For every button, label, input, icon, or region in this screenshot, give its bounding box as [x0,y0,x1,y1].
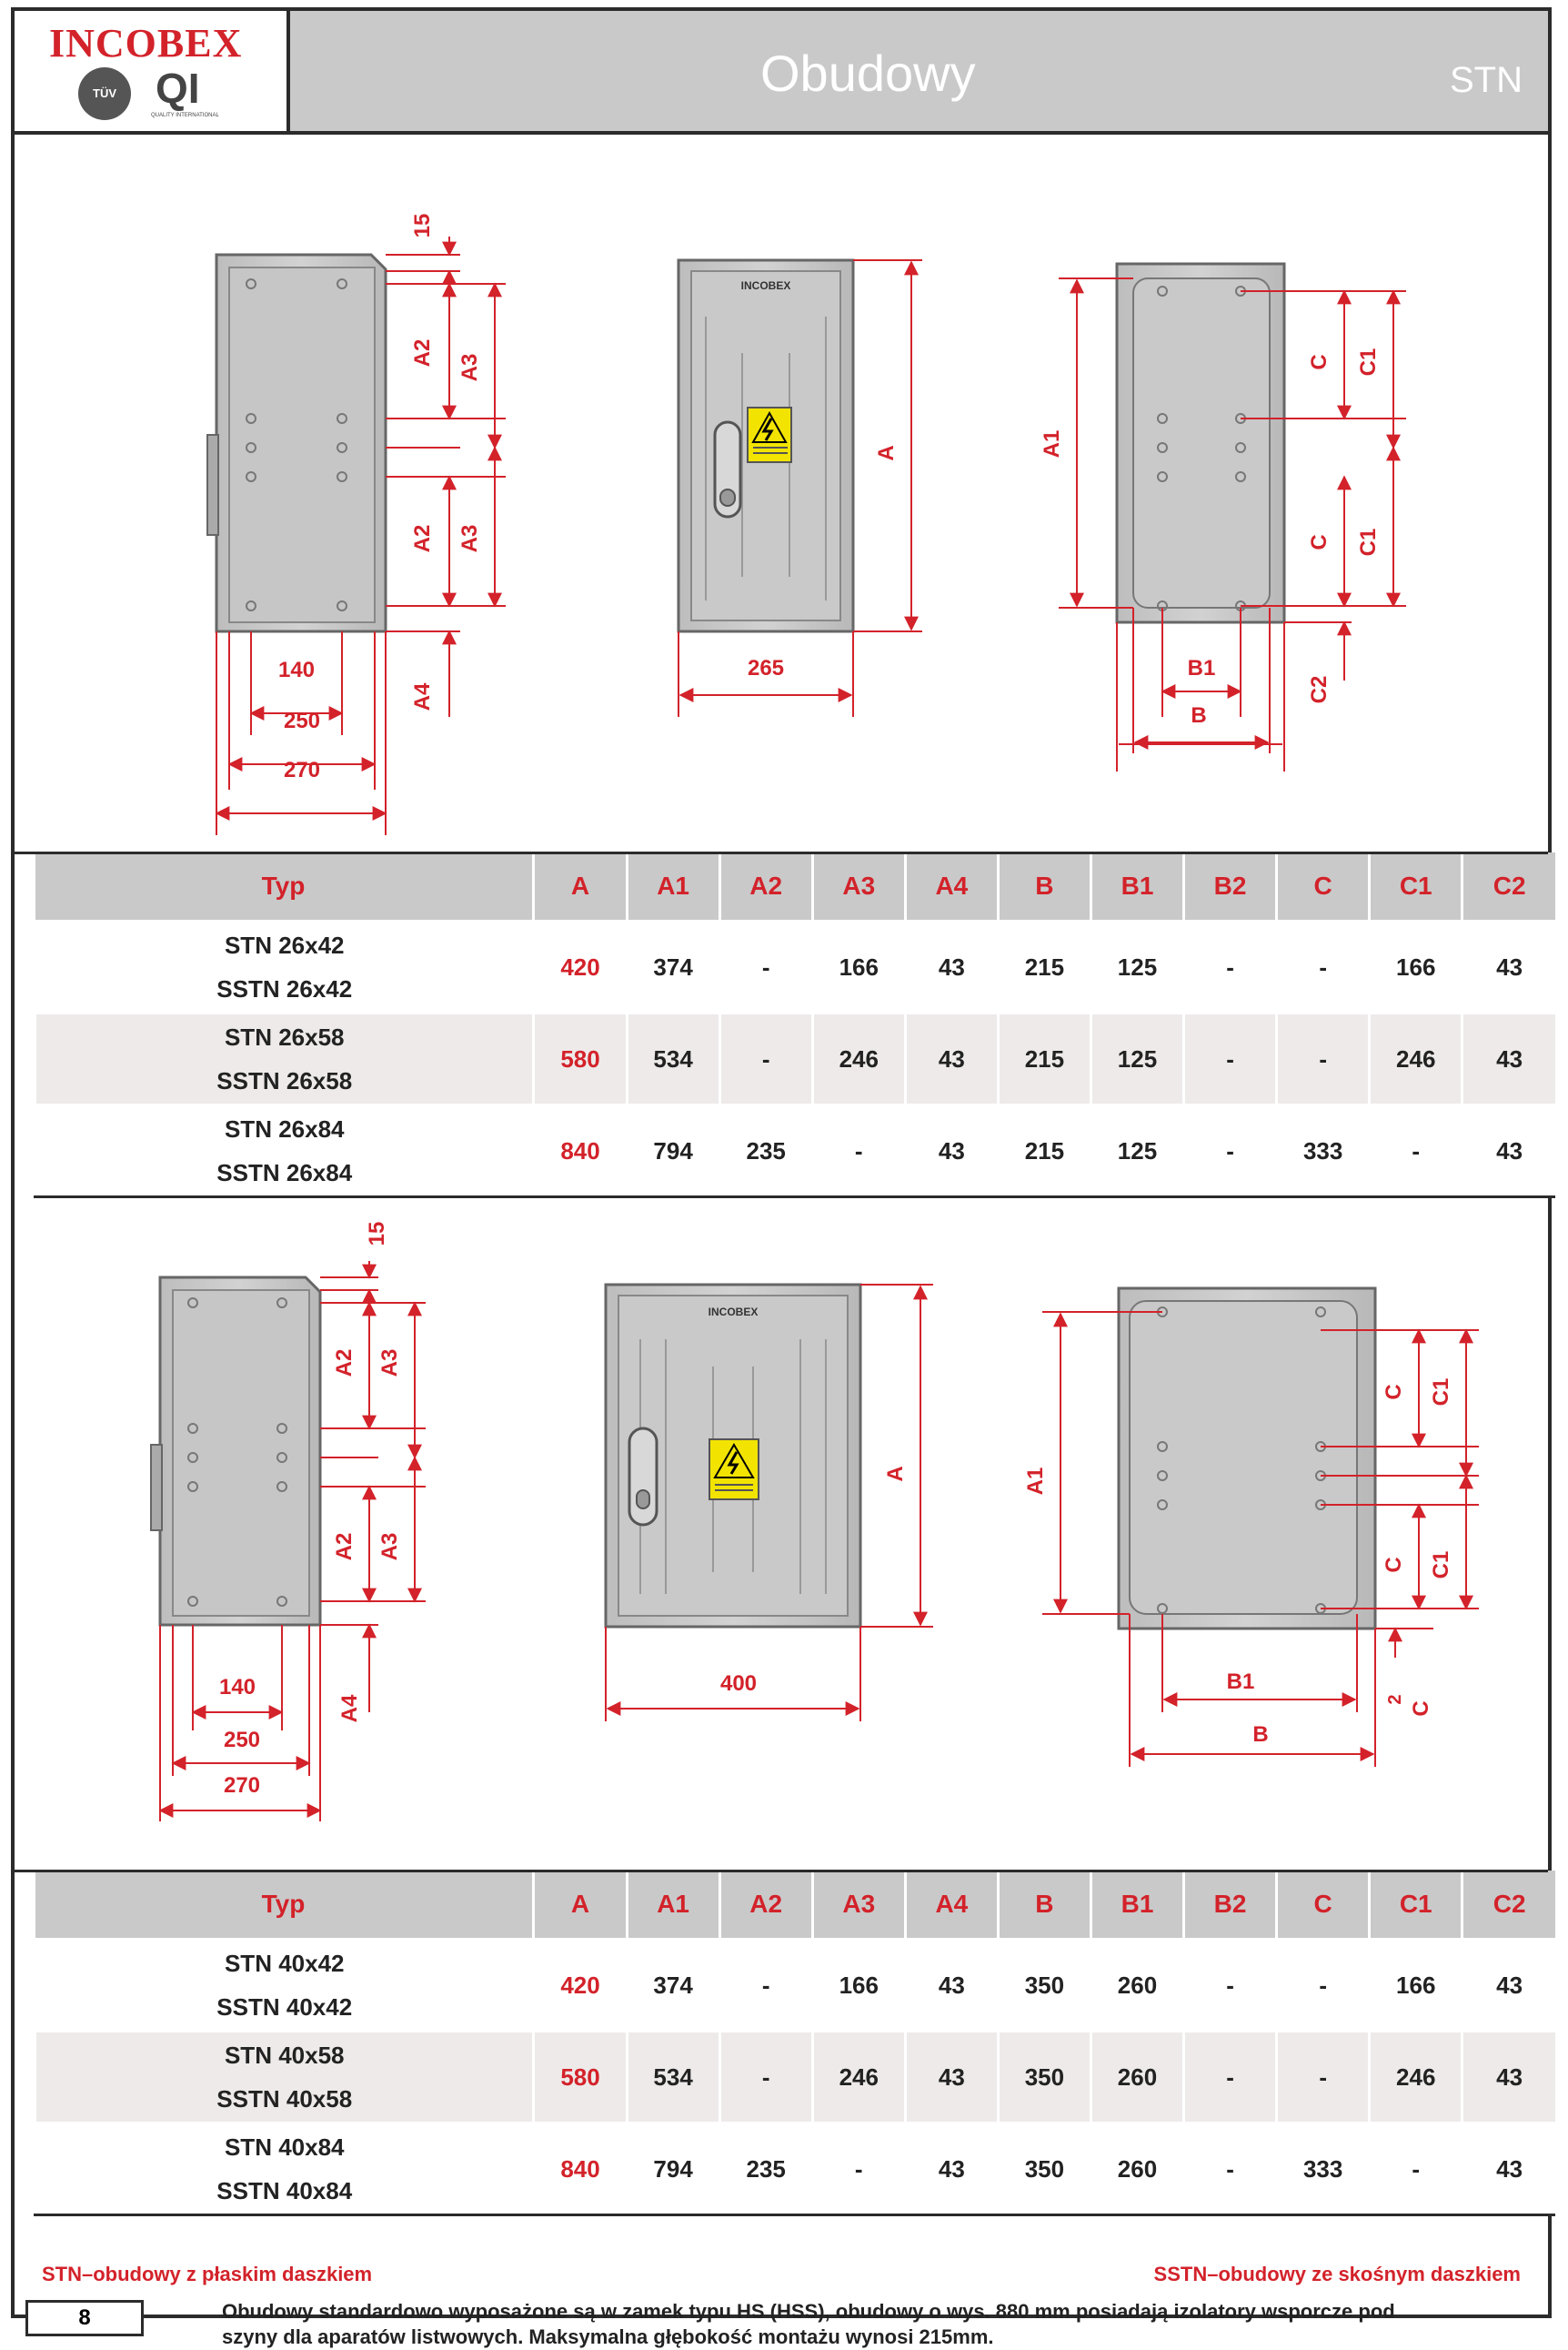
cell-a4: 43 [905,2123,998,2215]
cell-c: - [1277,1014,1370,1105]
dim-270-2: 270 [223,1773,261,1798]
technical-drawing-2 [15,1185,1548,1871]
cell-b1: 260 [1091,2032,1183,2123]
dim-15: 15 [410,213,435,238]
dim-c2-sub: 2 [1385,1694,1405,1705]
dim-140-2: 140 [218,1675,256,1699]
dim-c-bottom: C [1307,534,1332,550]
dim-a: A [874,445,899,461]
cell-b1: 260 [1091,1940,1183,2032]
cell-a: 580 [534,1014,627,1105]
front-view [678,260,922,717]
table-header-row [35,1871,1556,1940]
qi-logo: QI [156,65,200,112]
footer-line-2: szyny dla aparatów listwowych. Maksymalna głębokość montażu wynosi 215mm. [222,2325,994,2348]
col-a1: A1 [627,1871,719,1940]
type-stn: STN 40x84 [224,2133,345,2161]
col-c1: C1 [1370,852,1462,922]
cell-c: 333 [1277,2123,1370,2215]
cell-a2: - [719,1014,812,1105]
tuv-seal-icon: TÜV [78,67,131,120]
product-code: STN [1450,60,1523,100]
page-title: Obudowy [760,45,976,102]
col-c1: C1 [1370,1871,1462,1940]
type-stn: STN 26x84 [224,1115,345,1143]
col-c2: C2 [1462,1871,1555,1940]
dim-c2-main: C [1409,1700,1433,1717]
qi-caption: QUALITY INTERNATIONAL [151,113,219,118]
cell-b: 215 [998,1014,1091,1105]
cell-b2: - [1184,922,1277,1014]
dim-c1-bottom-2: C1 [1429,1550,1453,1579]
dim-265: 265 [747,656,785,681]
cell-a4: 43 [905,1105,998,1197]
cell-b2: - [1184,1105,1277,1197]
cell-c: - [1277,2032,1370,2123]
type-stn: STN 40x58 [224,2042,345,2069]
cell-c: 333 [1277,1105,1370,1197]
dim-250: 250 [283,709,321,733]
table-row [35,1014,1556,1105]
divider-top [15,852,1548,854]
dim-a1: A1 [1040,429,1064,459]
col-a4: A4 [905,852,998,922]
cell-c2: 43 [1462,1940,1555,2032]
col-a4: A4 [905,1871,998,1940]
type-sstn: SSTN 40x42 [216,1993,353,2021]
type-stn: STN 26x42 [224,932,345,959]
cell-a3: - [812,1105,905,1197]
col-a: A [534,1871,627,1940]
col-b2: B2 [1184,1871,1277,1940]
dim-a2-bottom: A2 [410,524,435,553]
cell-a: 420 [534,922,627,1014]
spec-table-1 [34,852,1555,1198]
cell-a4: 43 [905,2032,998,2123]
col-b1: B1 [1091,1871,1183,1940]
dim-c-bottom-2: C [1382,1557,1406,1573]
technical-drawing-1 [15,135,1548,853]
page [11,7,1552,2348]
cell-b2: - [1184,1940,1277,2032]
col-b: B [998,852,1091,922]
cell-a2: - [719,1940,812,2032]
type-cell [35,2123,534,2215]
cell-c2: 43 [1462,922,1555,1014]
cell-a: 840 [534,2123,627,2215]
cell-c2: 43 [1462,1105,1555,1197]
dim-b: B [1191,703,1207,728]
cell-b2: - [1184,2123,1277,2215]
cell-a: 840 [534,1105,627,1197]
dim-a3-bottom-2: A3 [377,1532,402,1561]
dim-270: 270 [283,758,321,782]
dim-15-2: 15 [365,1221,389,1246]
cell-a3: 166 [812,1940,905,2032]
dim-b1: B1 [1187,656,1216,681]
dim-400: 400 [719,1671,758,1696]
col-c2: C2 [1462,852,1555,922]
cell-c1: 166 [1370,922,1462,1014]
dim-a2-bottom-2: A2 [332,1532,357,1561]
cell-a1: 534 [627,1014,719,1105]
cell-a1: 794 [627,1105,719,1197]
front-brand-label: INCOBEX [740,279,791,292]
dim-a3-top-2: A3 [377,1348,402,1377]
side-view-2 [151,1222,426,1821]
dim-a-2: A [883,1466,908,1482]
dim-c1-top-2: C1 [1429,1377,1453,1407]
cell-b: 215 [998,922,1091,1014]
cell-c1: 246 [1370,1014,1462,1105]
cell-a2: - [719,2032,812,2123]
cell-a3: 246 [812,2032,905,2123]
dim-a3-top: A3 [457,353,482,382]
footnote-stn: STN–obudowy z płaskim daszkiem [42,2263,373,2285]
table-row [35,2123,1556,2215]
cell-c2: 43 [1462,1014,1555,1105]
col-c: C [1277,852,1370,922]
cell-a4: 43 [905,1940,998,2032]
cell-a4: 43 [905,922,998,1014]
cell-a1: 374 [627,922,719,1014]
table-row [35,2032,1556,2123]
cell-b1: 125 [1091,1105,1183,1197]
dim-c1-bottom: C1 [1356,528,1381,557]
dim-250-2: 250 [223,1728,261,1752]
col-b1: B1 [1091,852,1183,922]
front-view-2 [606,1285,933,1721]
footnote-sstn: SSTN–obudowy ze skośnym daszkiem [1153,2263,1521,2285]
cell-b1: 125 [1091,1014,1183,1105]
type-sstn: SSTN 40x58 [216,2085,353,2113]
type-sstn: SSTN 26x84 [216,1159,353,1186]
cell-a1: 794 [627,2123,719,2215]
cell-b: 350 [998,1940,1091,2032]
dim-b1-2: B1 [1226,1669,1255,1694]
cell-c2: 43 [1462,2032,1555,2123]
col-c: C [1277,1871,1370,1940]
dim-a4-2: A4 [337,1694,362,1723]
footer-description [222,2299,1495,2350]
table-row [35,1940,1556,2032]
type-cell [35,1105,534,1197]
cell-b1: 260 [1091,2123,1183,2215]
dim-c1-top: C1 [1356,348,1381,377]
cell-a1: 534 [627,2032,719,2123]
col-a3: A3 [812,852,905,922]
cell-c1: - [1370,1105,1462,1197]
type-cell [35,922,534,1014]
dim-c-top-2: C [1382,1384,1406,1400]
cell-a: 580 [534,2032,627,2123]
cell-a4: 43 [905,1014,998,1105]
dim-a1-2: A1 [1023,1467,1048,1496]
col-typ: Typ [35,852,534,922]
cell-a: 420 [534,1940,627,2032]
dim-c2: C2 [1307,675,1332,704]
col-a: A [534,852,627,922]
dim-a2-top: A2 [410,338,435,368]
type-sstn: SSTN 40x84 [216,2177,353,2204]
front-brand-label-2: INCOBEX [708,1306,759,1318]
type-sstn: SSTN 26x58 [216,1067,353,1094]
cell-c1: - [1370,2123,1462,2215]
cell-b2: - [1184,2032,1277,2123]
type-cell [35,2032,534,2123]
cell-c1: 166 [1370,1940,1462,2032]
cell-b: 215 [998,1105,1091,1197]
footer-line-1: Obudowy standardowo wyposażone są w zamek typu HS (HSS), obudowy o wys. 880 mm posiadają izolatory wsporcze pod [222,2300,1395,2323]
cell-a2: 235 [719,1105,812,1197]
table-row [35,1105,1556,1197]
cell-b: 350 [998,2032,1091,2123]
dim-b-2: B [1252,1722,1269,1747]
cell-b1: 125 [1091,922,1183,1014]
cell-b2: - [1184,1014,1277,1105]
cell-a2: - [719,922,812,1014]
cell-a2: 235 [719,2123,812,2215]
logo-box [15,11,290,131]
cell-c2: 43 [1462,2123,1555,2215]
col-a1: A1 [627,852,719,922]
cell-c: - [1277,1940,1370,2032]
table-header-row [35,852,1556,922]
type-stn: STN 26x58 [224,1024,345,1051]
back-view [1040,264,1406,772]
spec-table-2 [34,1871,1555,2216]
col-a3: A3 [812,1871,905,1940]
dim-c-top: C [1307,354,1332,370]
cell-c1: 246 [1370,2032,1462,2123]
dim-a2-top-2: A2 [332,1348,357,1377]
cell-a3: 166 [812,922,905,1014]
col-a2: A2 [719,852,812,922]
divider-bottom [15,1870,1548,1872]
header [15,11,1548,135]
col-b2: B2 [1184,852,1277,922]
col-typ: Typ [35,1871,534,1940]
back-view-2 [1023,1288,1479,1767]
cell-c: - [1277,922,1370,1014]
side-view [207,214,506,835]
cell-a3: 246 [812,1014,905,1105]
dim-a4: A4 [410,682,435,711]
page-number: 8 [25,2300,144,2336]
cell-a1: 374 [627,1940,719,2032]
brand-logo: INCOBEX [49,21,243,66]
type-cell [35,1014,534,1105]
dim-a3-bottom: A3 [457,524,482,553]
col-a2: A2 [719,1871,812,1940]
col-b: B [998,1871,1091,1940]
type-stn: STN 40x42 [224,1950,345,1977]
cell-a3: - [812,2123,905,2215]
dim-140: 140 [277,658,316,682]
type-cell [35,1940,534,2032]
type-sstn: SSTN 26x42 [216,975,353,1003]
table-row [35,922,1556,1014]
cell-b: 350 [998,2123,1091,2215]
